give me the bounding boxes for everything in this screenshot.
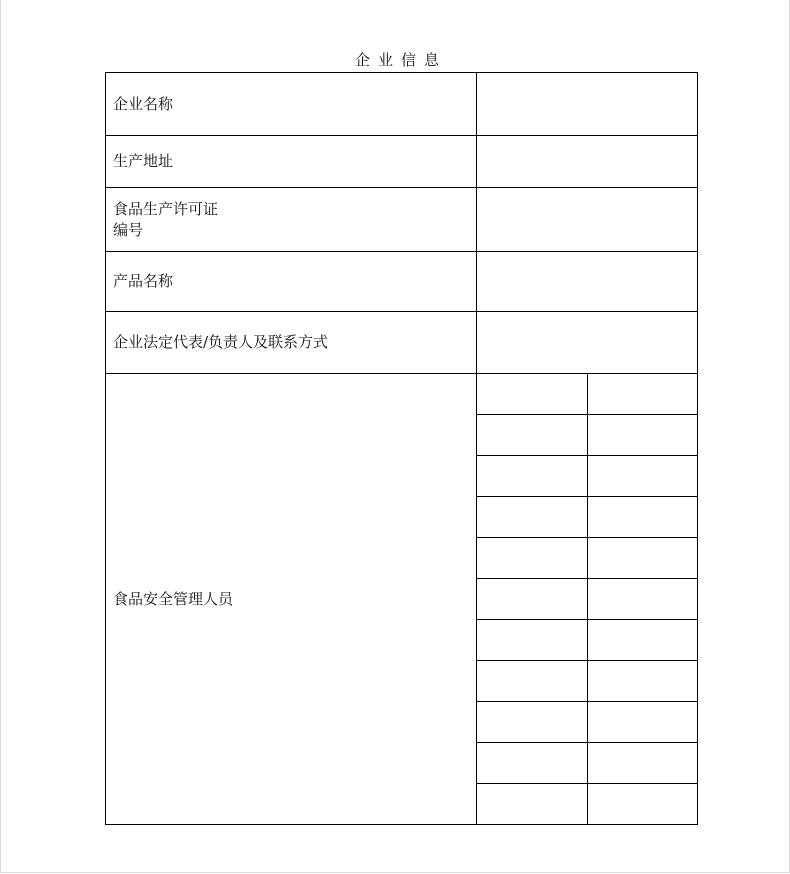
safety-staff-name-cell[interactable] [477, 497, 588, 538]
legal-rep-contact-field[interactable] [477, 312, 698, 374]
safety-staff-contact-cell[interactable] [588, 456, 698, 497]
product-name-label: 产品名称 [106, 252, 477, 312]
safety-staff-contact-cell[interactable] [588, 661, 698, 702]
safety-staff-name-cell[interactable] [477, 784, 588, 825]
production-address-label: 生产地址 [106, 136, 477, 188]
safety-staff-label: 食品安全管理人员 [106, 374, 477, 825]
license-number-label [106, 188, 477, 252]
license-number-field[interactable] [477, 188, 698, 252]
safety-staff-contact-cell[interactable] [588, 743, 698, 784]
product-name-field[interactable] [477, 252, 698, 312]
safety-staff-contact-cell[interactable] [588, 538, 698, 579]
safety-staff-name-cell[interactable] [477, 661, 588, 702]
safety-staff-name-cell[interactable] [477, 743, 588, 784]
safety-staff-name-cell[interactable] [477, 538, 588, 579]
company-info-table [105, 72, 698, 825]
safety-staff-contact-cell[interactable] [588, 374, 698, 415]
table-row [106, 312, 698, 374]
company-name-field[interactable] [477, 73, 698, 136]
safety-staff-name-cell[interactable] [477, 456, 588, 497]
page-title: 企业信息 [354, 51, 447, 69]
safety-staff-name-cell[interactable] [477, 620, 588, 661]
safety-staff-contact-cell[interactable] [588, 702, 698, 743]
safety-staff-name-cell[interactable] [477, 415, 588, 456]
license-number-label-line2: 编号 [113, 220, 144, 239]
safety-staff-contact-cell[interactable] [588, 620, 698, 661]
license-number-label-line1: 食品生产许可证 [113, 199, 219, 218]
table-row [106, 188, 698, 252]
safety-staff-name-cell[interactable] [477, 702, 588, 743]
table-row [106, 252, 698, 312]
table-row [106, 136, 698, 188]
safety-staff-name-cell[interactable] [477, 374, 588, 415]
company-name-label: 企业名称 [106, 73, 477, 136]
safety-staff-contact-cell[interactable] [588, 415, 698, 456]
production-address-field[interactable] [477, 136, 698, 188]
legal-rep-contact-label: 企业法定代表/负责人及联系方式 [106, 312, 477, 374]
safety-staff-contact-cell[interactable] [588, 579, 698, 620]
safety-staff-contact-cell[interactable] [588, 497, 698, 538]
table-row [106, 73, 698, 136]
safety-staff-name-cell[interactable] [477, 579, 588, 620]
safety-staff-contact-cell[interactable] [588, 784, 698, 825]
table-row [106, 374, 698, 415]
